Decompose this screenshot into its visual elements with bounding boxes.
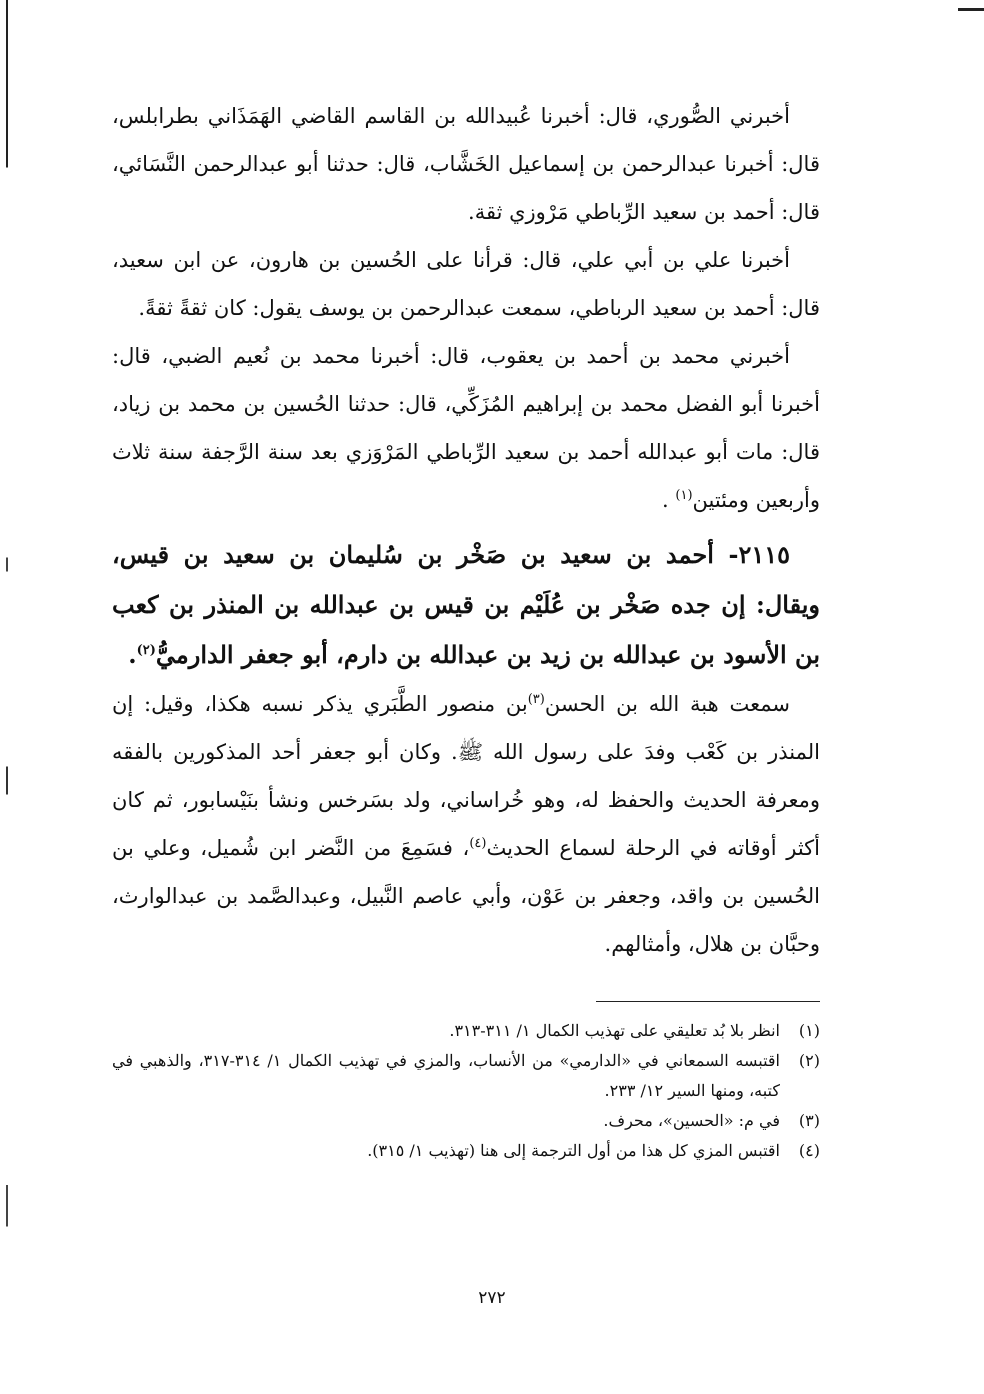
entry-end: .	[128, 640, 137, 669]
footnote-ref-3: (٣)	[527, 692, 545, 707]
footnote-number: (١)	[798, 1021, 820, 1040]
paragraph-3-text: أخبرني محمد بن أحمد بن يعقوب، قال: أخبرنا محمد بن نُعيم الضبي، قال: أخبرنا أبو الفضل محمد بن إبراهيم المُزَكِّي، قال: حدثنا الحُسين بن محمد بن زياد، قال: مات أبو عبدالله أحمد بن سعيد الرِّباطي المَرْوَزي بعد سنة الرَّجفة سنة ثلاث وأربعين ومئتين	[112, 344, 820, 512]
paragraph-3: أخبرني محمد بن أحمد بن يعقوب، قال: أخبرنا محمد بن نُعيم الضبي، قال: أخبرنا أبو الفضل محمد بن إبراهيم المُزَكِّي، قال: حدثنا الحُسين بن محمد بن زياد، قال: مات أبو عبدالله أحمد بن سعيد الرِّباطي المَرْوَزي بعد سنة الرَّجفة سنة ثلاث وأربعين ومئتين$^{(١)}$ .	[112, 344, 820, 512]
footnote-text: اقتبسه السمعاني في «الدارمي» من الأنساب، والمزي في تهذيب الكمال ١/ ٣١٤-٣١٧، والذهبي في كتبه، ومنها السير ١٢/ ٢٣٣.	[112, 1051, 781, 1100]
bio-part-3: ، فسَمِعَ من النَّضر ابن شُميل، وعلي بن الحُسين بن واقد، وجعفر بن عَوْن، وأبي عاصم النَّبيل، وعبدالصَّمد بن عبدالوارث، وحبَّان بن هلال، وأمثالهم.	[112, 836, 820, 956]
bio-part-1: سمعت هبة الله بن الحسن	[544, 692, 790, 716]
paragraph-2: أخبرنا علي بن أبي علي، قال: قرأنا على الحُسين بن هارون، عن ابن سعيد، قال: أحمد بن سعيد الرباطي، سمعت عبدالرحمن بن يوسف يقول: كان ثقةً ثقةً.	[112, 248, 820, 320]
biography-paragraph	[112, 680, 820, 968]
footnote-text: انظر بلا بُد تعليقي على تهذيب الكمال ١/ ٣١١-٣١٣.	[449, 1021, 780, 1040]
footnotes	[112, 1016, 820, 1166]
footnote-4	[112, 1136, 820, 1166]
footnote-text: اقتبس المزي كل هذا من أول الترجمة إلى هنا (تهذيب ١/ ٣١٥).	[367, 1141, 780, 1160]
entry-title: أحمد بن سعيد بن صَخْر بن سُليمان بن سعيد بن قيس، ويقال: إن جده صَخْر بن عُلَيْم بن قيس بن عبدالله بن المنذر بن كعب بن الأسود بن عبدالله بن زيد بن عبدالله بن دارم، أبو جعفر الدارميُّ	[112, 540, 820, 669]
scan-mark	[958, 8, 984, 11]
entry-number: ٢١١٥-	[728, 540, 790, 569]
footnote-3	[112, 1106, 820, 1136]
footnote-number: (٤)	[798, 1141, 820, 1160]
bio-part-2: بن منصور الطَّبَري يذكر نسبه هكذا، وقيل: إن المنذر بن كَعْب وفدَ على رسول الله ﷺ. وكان أبو جعفر أحد المذكورين بالفقه ومعرفة الحديث والحفظ له، وهو خُراساني، ولد بسَرخس ونشأ بنَيْسابور، ثم كان أكثر أوقاته في الرحلة لسماع الحديث	[112, 692, 820, 860]
footnote-ref-4: (٤)	[469, 836, 487, 851]
footnote-text: في م: «الحسين»، محرف.	[603, 1111, 780, 1130]
entry-heading	[112, 530, 820, 680]
footnote-2	[112, 1046, 820, 1106]
footnote-separator	[596, 1001, 820, 1002]
scan-edge	[6, 0, 8, 1394]
footnote-1	[112, 1016, 820, 1046]
footnote-number: (٢)	[798, 1051, 820, 1070]
page-number: ٢٧٢	[478, 1288, 506, 1308]
footnote-ref-1: (١)	[675, 488, 693, 503]
paragraph-1: أخبرني الصُّوري، قال: أخبرنا عُبيدالله بن القاسم القاضي الهَمَذَاني بطرابلس، قال: أخبرنا عبدالرحمن بن إسماعيل الخَشَّاب، قال: حدثنا أبو عبدالرحمن النَّسَائي، قال: أحمد بن سعيد الرِّباطي مَرْوزي ثقة.	[112, 104, 820, 224]
main-text	[112, 92, 820, 968]
footnote-ref-2: (٢)	[136, 643, 156, 658]
footnote-number: (٣)	[798, 1111, 820, 1130]
